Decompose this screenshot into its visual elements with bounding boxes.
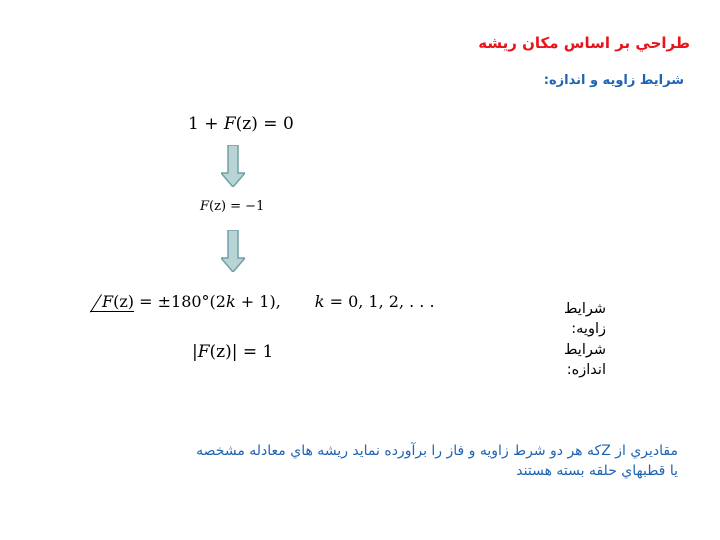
paragraph-line1: مقاديري از Zکه هر دو شرط زاويه و فاز را برآورده نمايد ريشه هاي معادله مشخصه <box>196 443 678 459</box>
eq1-func: F <box>223 114 236 134</box>
eq3-func: F <box>102 292 114 311</box>
characteristic-equation <box>188 114 294 134</box>
magnitude-label-line2: اندازه: <box>566 362 606 378</box>
magnitude-label-line1: شرايط <box>564 342 606 358</box>
down-arrow-icon <box>221 145 245 187</box>
angle-label-line1: شرايط <box>564 301 606 317</box>
eq4-func: F <box>197 342 210 362</box>
angle-symbol <box>90 293 134 312</box>
eq1-left: 1 + <box>188 114 224 134</box>
eq3-k: k <box>225 292 236 311</box>
eq3-rhs: = ±180°(2 <box>134 292 226 311</box>
magnitude-condition-equation <box>192 342 273 362</box>
eq3-k2: k <box>314 292 325 311</box>
angle-condition-equation <box>90 292 435 312</box>
down-arrow-icon <box>221 230 245 272</box>
eq1-arg: (z) = 0 <box>235 114 294 134</box>
eq4-rhs: = 1 <box>237 342 274 362</box>
summary-paragraph <box>38 441 678 481</box>
eq3-arg: (z) <box>113 292 135 311</box>
eq4-bar-open: | <box>192 342 198 362</box>
eq2-func: F <box>200 199 210 214</box>
slide-title: طراحي بر اساس مکان ريشه <box>478 34 690 52</box>
eq3-range: = 0, 1, 2, . . . <box>324 292 435 311</box>
eq4-arg: (z) <box>209 342 232 362</box>
magnitude-condition-label <box>564 340 606 380</box>
angle-label-line2: زاويه: <box>571 321 606 337</box>
paragraph-line2: يا قطبهاي حلقه بسته هستند <box>516 463 678 479</box>
eq3-rhs2: + 1), <box>235 292 281 311</box>
slide-subtitle: شرايط زاويه و اندازه: <box>543 73 684 88</box>
angle-condition-label <box>564 299 606 339</box>
eq4-bar-close: | <box>231 342 238 362</box>
open-loop-equation <box>200 199 264 214</box>
eq2-arg: (z) = −1 <box>209 199 265 214</box>
